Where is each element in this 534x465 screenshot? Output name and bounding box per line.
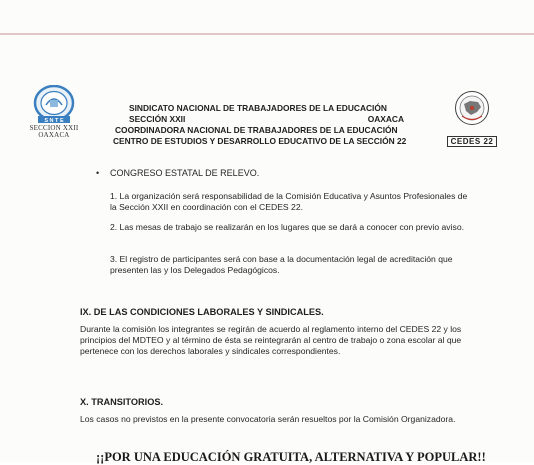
section-9-text: Durante la comisión los integrantes se regirán de acuerdo al reglamento interno del CEDES 22 y los principios del MDTEO y al término de ésta se reintegrarán al centro de trabajo o zona escolar al que pertenece con los derechos laborales y sindicales correspondientes. xyxy=(80,324,462,356)
congreso-item-2: 2. Las mesas de trabajo se realizarán en los lugares que se dará a conocer con previo aviso. xyxy=(110,222,464,232)
top-rule xyxy=(0,33,534,35)
header-state: OAXACA xyxy=(367,114,404,124)
congreso-heading: CONGRESO ESTATAL DE RELEVO. xyxy=(110,168,260,178)
snte-emblem-icon xyxy=(32,85,76,125)
congreso-bullet xyxy=(96,168,259,178)
header-section-line xyxy=(100,114,450,125)
logo-caption-section: SECCION XXII xyxy=(29,124,79,132)
congreso-item-1: 1. La organización será responsabilidad de la Comisión Educativa y Asuntos Profesionales de la Sección XXII en coordinación con el CEDES 22. xyxy=(110,191,468,212)
section-10-title: X. TRANSITORIOS. xyxy=(80,397,164,407)
svg-text:S N T E: S N T E xyxy=(44,118,64,124)
letterhead xyxy=(100,103,450,147)
congreso-item-3: 3. El registro de participantes será con base a la documentación legal de acreditación que presenten las y los Delegados Pedagógicos. xyxy=(110,254,453,275)
header-section: SECCIÓN XXII xyxy=(129,114,186,124)
header-coordinadora: COORDINADORA NACIONAL DE TRABAJADORES DE LA EDUCACIÓN xyxy=(115,125,398,135)
snte-logo xyxy=(22,85,86,139)
header-union-name: SINDICATO NACIONAL DE TRABAJADORES DE LA EDUCACIÓN xyxy=(129,103,387,113)
header-centro: CENTRO DE ESTUDIOS Y DESARROLLO EDUCATIVO DE LA SECCIÓN 22 xyxy=(113,136,407,146)
cedes-tag: CEDES 22 xyxy=(447,136,498,147)
slogan: ¡¡POR UNA EDUCACIÓN GRATUITA, ALTERNATIVA Y POPULAR!! xyxy=(96,450,486,464)
section-10-text: Los casos no previstos en la presente convocatoria serán resueltos por la Comisión Organizadora. xyxy=(80,414,456,424)
cedes-emblem-icon xyxy=(452,90,492,126)
section-9-title: IX. DE LAS CONDICIONES LABORALES Y SINDICALES. xyxy=(80,307,324,317)
logo-caption-state: OAXACA xyxy=(38,131,70,139)
cedes-logo xyxy=(446,90,498,149)
bullet-dot-icon: • xyxy=(96,168,100,178)
